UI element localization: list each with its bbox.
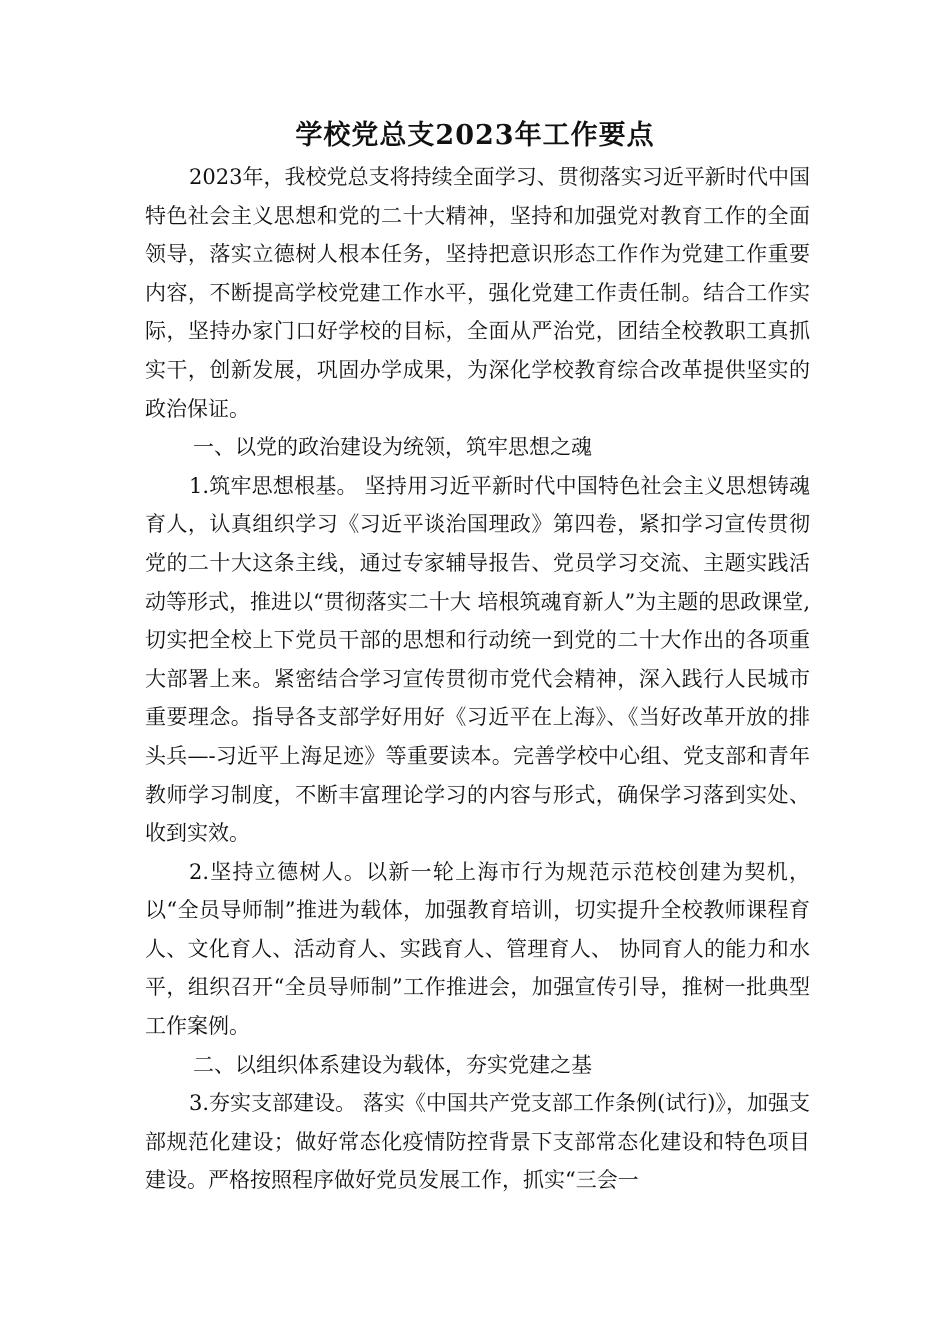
intro-paragraph: 2023年，我校党总支将持续全面学习、贯彻落实习近平新时代中国特色社会主义思想和党的二十大精神，坚持和加强党对教育工作的全面领导，落实立德树人根本任务，坚持把意识形态工作作为党建工作重要内容，不断提高学校党建工作水平，强化党建工作责任制。结合工作实际，坚持办家门口好学校的目标，全面从严治党，团结全校教职工真抓实干，创新发展，巩固办学成果，为深化学校教育综合改革提供坚实的政治保证。 bbox=[145, 165, 810, 421]
item-1-paragraph: 1.筑牢思想根基。 坚持用习近平新时代中国特色社会主义思想铸魂育人，认真组织学习《习近平谈治国理政》第四卷，紧扣学习宣传贯彻党的二十大这条主线，通过专家辅导报告、党员学习交流、主题实践活动等形式，推进以“贯彻落实二十大 培根筑魂育新人”为主题的思政课堂,切实把全校上下党员干部的思想和行动统一到党的二十大作出的各项重大部署上来。紧密结合学习宣传贯彻市党代会精神，深入践行人民城市重要理念。指导各支部学好用好《习近平在上海》、《当好改革开放的排头兵—-习近平上海足迹》等重要读本。完善学校中心组、党支部和青年教师学习制度，不断丰富理论学习的内容与形式，确保学习落到实处、收到实效。 bbox=[145, 473, 810, 846]
section-heading-2: 二、以组织体系建设为载体，夯实党建之基 bbox=[193, 1052, 592, 1077]
item-3-paragraph: 3.夯实支部建设。 落实《中国共产党支部工作条例(试行)》，加强支部规范化建设；做好常态化疫情防控背景下支部常态化建设和特色项目建设。严格按照程序做好党员发展工作，抓实“三会一 bbox=[145, 1091, 810, 1193]
document-body bbox=[145, 158, 810, 1200]
section-heading-1: 一、以党的政治建设为统领，筑牢思想之魂 bbox=[193, 435, 592, 460]
document-title: 学校党总支2023年工作要点 bbox=[295, 120, 655, 151]
item-2-paragraph: 2.坚持立德树人。以新一轮上海市行为规范示范校创建为契机，以“全员导师制”推进为载体，加强教育培训，切实提升全校教师课程育人、文化育人、活动育人、实践育人、管理育人、 协同育人的能力和水平，组织召开“全员导师制”工作推进会，加强宣传引导，推树一批典型工作案例。 bbox=[145, 859, 810, 1039]
